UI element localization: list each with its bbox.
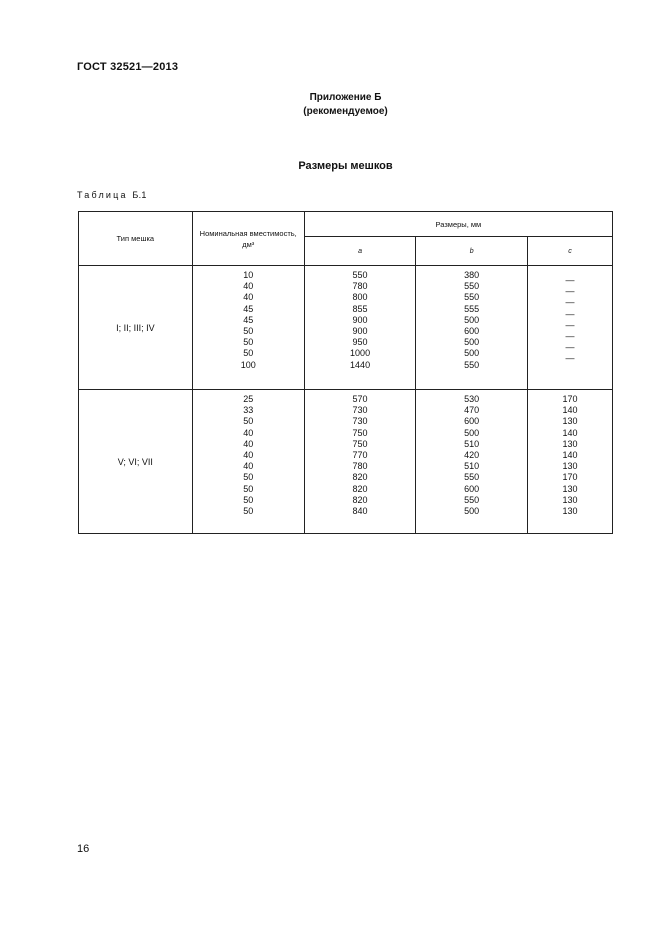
cell-value: 1440 bbox=[350, 359, 371, 370]
dim-c-cell bbox=[527, 266, 612, 390]
cell-value: 170 bbox=[562, 394, 578, 404]
dim-c-cell bbox=[527, 390, 612, 534]
appendix-subtitle: (рекомендуемое) bbox=[303, 106, 388, 117]
table-label-number: Б.1 bbox=[132, 190, 147, 200]
cell-value: 750 bbox=[352, 438, 368, 449]
table-row-group-2 bbox=[79, 390, 613, 534]
section-title: Размеры мешков bbox=[298, 160, 393, 172]
cell-value: 100 bbox=[240, 359, 256, 370]
cell-value: 820 bbox=[352, 494, 368, 505]
table-label-word: Таблица bbox=[77, 190, 128, 200]
cell-value: 510 bbox=[464, 461, 480, 472]
cell-value: 750 bbox=[352, 427, 368, 438]
bag-type-cell: V; VI; VII bbox=[79, 390, 193, 534]
header-capacity: Номинальная вместимость, дм³ bbox=[192, 212, 304, 266]
cell-value: 555 bbox=[464, 303, 480, 314]
cell-value: 50 bbox=[243, 472, 254, 483]
cell-value: 600 bbox=[464, 416, 480, 427]
table-row-group-1 bbox=[79, 266, 613, 390]
cell-value: 140 bbox=[562, 449, 578, 460]
cell-value: 130 bbox=[562, 438, 578, 449]
cell-value: 855 bbox=[352, 303, 368, 314]
cell-value: 40 bbox=[243, 427, 254, 438]
bag-type-cell: I; II; III; IV bbox=[79, 266, 193, 390]
cell-value: 470 bbox=[464, 405, 480, 416]
cell-value: 500 bbox=[464, 348, 480, 359]
cell-value: 510 bbox=[464, 438, 480, 449]
header-a: a bbox=[304, 237, 416, 266]
cell-value: 50 bbox=[243, 505, 254, 516]
dim-b-cell bbox=[416, 266, 528, 390]
cell-value: 50 bbox=[243, 337, 254, 348]
cell-value: 500 bbox=[464, 505, 480, 516]
dim-a-cell bbox=[304, 390, 416, 534]
table-label bbox=[77, 190, 147, 200]
cell-value: 550 bbox=[464, 292, 480, 303]
cell-value: — bbox=[565, 319, 575, 330]
cell-value: 40 bbox=[243, 449, 254, 460]
cell-value: 50 bbox=[243, 416, 254, 427]
cell-value: 25 bbox=[243, 394, 254, 404]
cell-value: 130 bbox=[562, 483, 578, 494]
cell-value: 40 bbox=[243, 281, 254, 292]
cell-value: 33 bbox=[243, 405, 254, 416]
cell-value: 500 bbox=[464, 314, 480, 325]
cell-value: 50 bbox=[243, 348, 254, 359]
cell-value: 1000 bbox=[350, 348, 371, 359]
cell-value: 45 bbox=[243, 303, 254, 314]
dimensions-table bbox=[78, 211, 613, 534]
capacity-cell bbox=[192, 266, 304, 390]
header-c: c bbox=[527, 237, 612, 266]
page-number: 16 bbox=[77, 843, 90, 855]
cell-value: 130 bbox=[562, 461, 578, 472]
capacity-cell bbox=[192, 390, 304, 534]
cell-value: 40 bbox=[243, 438, 254, 449]
cell-value: 780 bbox=[352, 461, 368, 472]
cell-value: 170 bbox=[562, 472, 578, 483]
cell-value: 550 bbox=[464, 472, 480, 483]
document-header: ГОСТ 32521—2013 bbox=[77, 61, 179, 73]
cell-value: 900 bbox=[352, 314, 368, 325]
cell-value: 820 bbox=[352, 483, 368, 494]
cell-value: 730 bbox=[352, 416, 368, 427]
cell-value: 130 bbox=[562, 416, 578, 427]
header-b: b bbox=[416, 237, 528, 266]
cell-value: 800 bbox=[352, 292, 368, 303]
dim-b-cell bbox=[416, 390, 528, 534]
cell-value: 900 bbox=[352, 325, 368, 336]
cell-value: 140 bbox=[562, 427, 578, 438]
cell-value: 500 bbox=[464, 427, 480, 438]
cell-value: 570 bbox=[352, 394, 368, 404]
cell-value: — bbox=[565, 297, 575, 308]
cell-value: — bbox=[565, 353, 575, 364]
cell-value: 130 bbox=[562, 494, 578, 505]
cell-value: 140 bbox=[562, 405, 578, 416]
cell-value: — bbox=[565, 330, 575, 341]
cell-value: 45 bbox=[243, 314, 254, 325]
cell-value: 550 bbox=[352, 270, 368, 280]
cell-value: 600 bbox=[464, 325, 480, 336]
cell-value: 550 bbox=[464, 359, 480, 370]
cell-value: — bbox=[565, 286, 575, 297]
cell-value: 50 bbox=[243, 325, 254, 336]
cell-value: 840 bbox=[352, 505, 368, 516]
cell-value: 780 bbox=[352, 281, 368, 292]
cell-value: 50 bbox=[243, 483, 254, 494]
cell-value: 40 bbox=[243, 461, 254, 472]
header-dimensions: Размеры, мм bbox=[304, 212, 612, 237]
cell-value: 380 bbox=[464, 270, 480, 280]
cell-value: 420 bbox=[464, 449, 480, 460]
cell-value: 40 bbox=[243, 292, 254, 303]
cell-value: 530 bbox=[464, 394, 480, 404]
cell-value: 500 bbox=[464, 337, 480, 348]
cell-value: — bbox=[565, 342, 575, 353]
cell-value: — bbox=[565, 275, 575, 285]
cell-value: 550 bbox=[464, 494, 480, 505]
cell-value: 770 bbox=[352, 449, 368, 460]
cell-value: 600 bbox=[464, 483, 480, 494]
cell-value: 820 bbox=[352, 472, 368, 483]
header-bag-type: Тип мешка bbox=[79, 212, 193, 266]
cell-value: — bbox=[565, 308, 575, 319]
cell-value: 50 bbox=[243, 494, 254, 505]
cell-value: 950 bbox=[352, 337, 368, 348]
cell-value: 730 bbox=[352, 405, 368, 416]
cell-value: 10 bbox=[243, 270, 254, 280]
dim-a-cell bbox=[304, 266, 416, 390]
appendix-title: Приложение Б bbox=[309, 92, 382, 103]
cell-value: 130 bbox=[562, 505, 578, 516]
cell-value: 550 bbox=[464, 281, 480, 292]
